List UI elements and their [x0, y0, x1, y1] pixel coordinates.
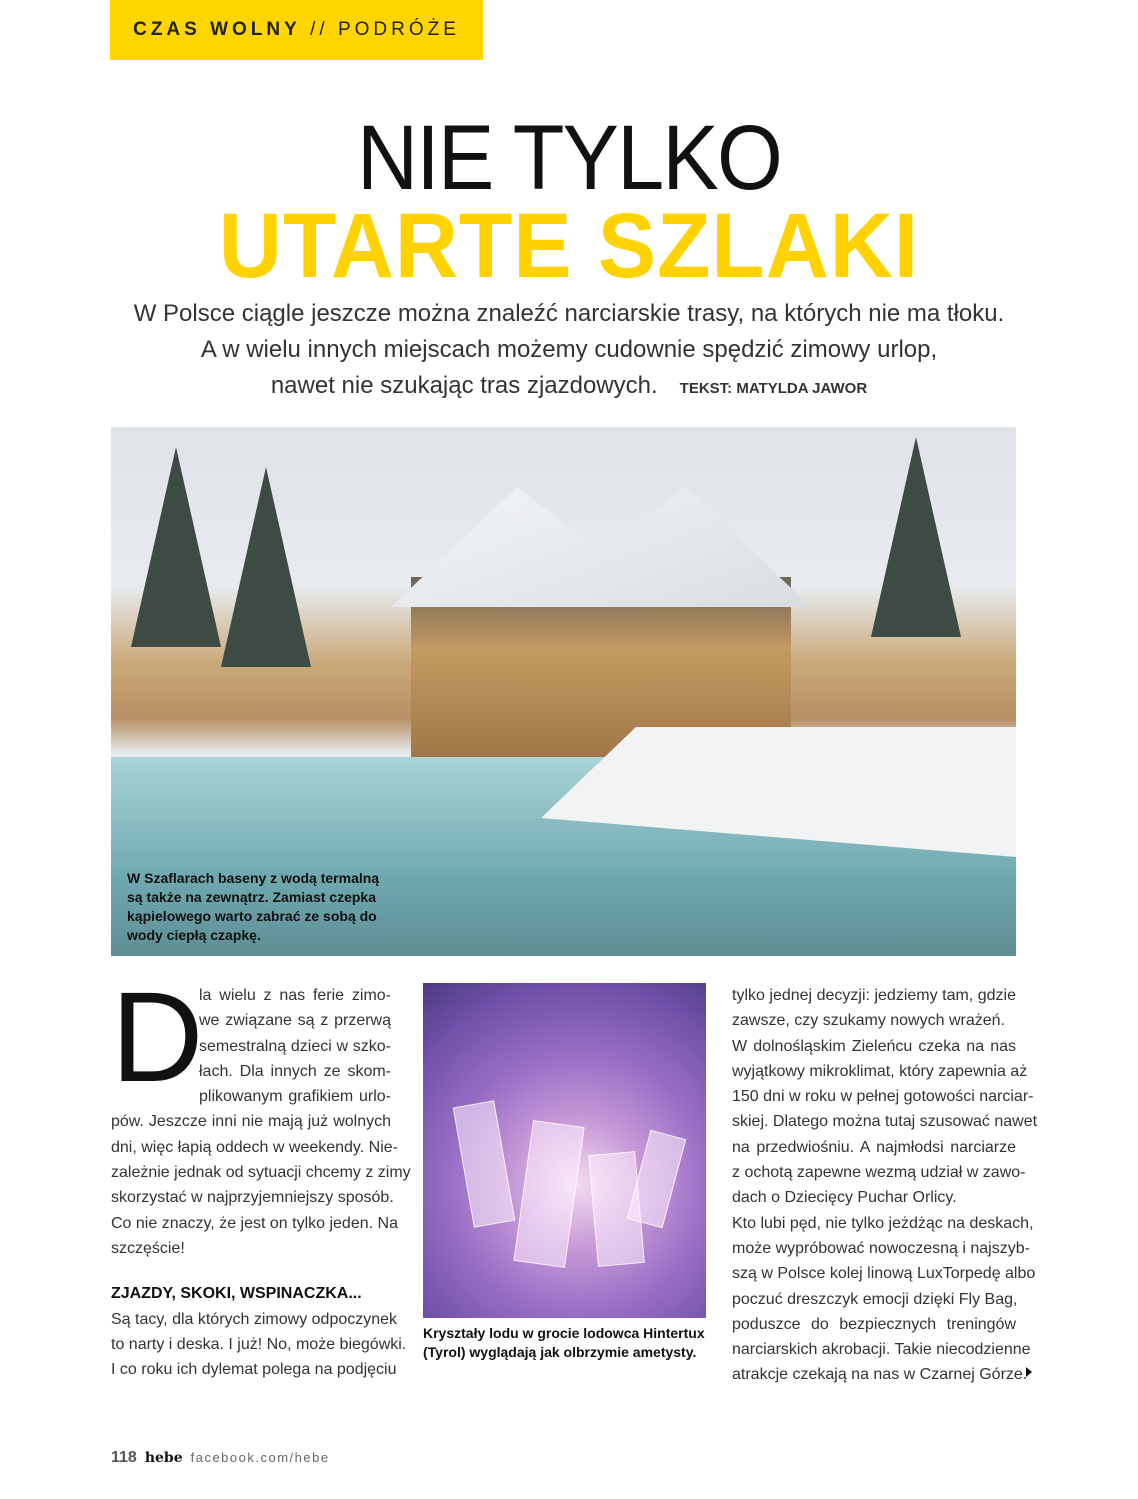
text-line: na przedwiośniu. A najmłodsi narciarze [732, 1138, 1016, 1156]
tree-shape [131, 447, 221, 647]
tree-shape [871, 437, 961, 637]
text-line: Kto lubi pęd, nie tylko jeżdżąc na deskach, [732, 1214, 1034, 1232]
title-line-1: NIE TYLKO [356, 107, 782, 209]
text-line: szczęście! [111, 1239, 185, 1257]
text-line: la wielu z nas ferie zimo- [199, 987, 391, 1004]
text-line: zależnie jednak od sytuacji chcemy z zimy [111, 1164, 411, 1182]
text-line: poduszce do bezpiecznych treningów [732, 1315, 1016, 1333]
text-line: łach. Dla innych ze skom- [199, 1062, 391, 1080]
section-tag [110, 0, 483, 60]
lead-line: A w wielu innych miejscach możemy cudownie spędzić zimowy urlop, [200, 336, 938, 363]
text-line: z ochotą zapewne wezmą udział w zawo- [732, 1164, 1026, 1182]
text-line: wyjątkowy mikroklimat, który zapewnia aż [732, 1062, 1028, 1080]
text-line: we związane są z przerwą [199, 1012, 391, 1030]
text-line: plikowanym grafikiem urlo- [199, 1088, 391, 1106]
crystal-shape [513, 1120, 584, 1268]
text-line: pów. Jeszcze inni nie mają już wolnych [111, 1113, 391, 1131]
text-line: szą w Polsce kolej linową LuxTorpedę albo [732, 1265, 1036, 1283]
text-line: Co nie znaczy, że jest on tylko jeden. Na [111, 1214, 398, 1232]
text-line: atrakcje czekają na nas w Czarnej Górze. [732, 1366, 1028, 1384]
text-line: poczuć dreszczyk emocji dzięki Fly Bag, [732, 1290, 1018, 1308]
subheading: ZJAZDY, SKOKI, WSPINACZKA... [111, 1285, 362, 1303]
continue-arrow-icon [1026, 1367, 1032, 1377]
text-line: to narty i deska. I już! No, może biegówki. [111, 1335, 407, 1353]
text-line: Są tacy, dla których zimowy odpoczynek [111, 1310, 398, 1328]
brand-logo: hebe [144, 1450, 183, 1466]
footer-url[interactable]: facebook.com/hebe [190, 1450, 330, 1465]
text-line: W dolnośląskim Zieleńcu czeka na nas [732, 1037, 1016, 1055]
ice-crystals-photo [423, 983, 706, 1318]
crystal-shape [453, 1100, 516, 1227]
page-footer [111, 1449, 330, 1467]
byline-label: TEKST: [679, 380, 733, 397]
byline-author: MATYLDA JAWOR [736, 380, 868, 397]
text-line: może wypróbować nowoczesną i najszyb- [732, 1239, 1030, 1257]
text-line: narciarskich akrobacji. Takie niecodzienne [732, 1341, 1031, 1359]
page-number: 118 [111, 1449, 137, 1466]
hero-photo-thermal-pool [111, 427, 1016, 956]
section-category: CZAS WOLNY [133, 19, 301, 40]
drop-cap: D [111, 966, 204, 1109]
text-line: skorzystać w najprzyjemniejszy sposób. [111, 1189, 394, 1207]
text-line: dach o Dziecięcy Puchar Orlicy. [732, 1189, 957, 1207]
title-line-2: UTARTE SZLAKI [218, 195, 920, 297]
text-line: dni, więc łapią oddech w weekendy. Nie- [111, 1138, 398, 1156]
lead-line: W Polsce ciągle jeszcze można znaleźć narciarskie trasy, na których nie ma tłoku. [133, 300, 1005, 327]
article-column-left [111, 983, 411, 1382]
section-separator: // [310, 19, 329, 40]
photo-caption: Kryształy lodu w grocie lodowca Hintertux (Tyrol) wyglądają jak olbrzymie ametysty. [423, 1325, 705, 1360]
text-line: skiej. Dlatego można tutaj szusować nawet [732, 1113, 1038, 1131]
byline [680, 380, 868, 397]
tree-shape [221, 467, 311, 667]
text-line: I co roku ich dylemat polega na podjęciu [111, 1361, 397, 1379]
article-column-right [732, 983, 1038, 1388]
text-line: semestralną dzieci w szko- [199, 1037, 391, 1055]
lead-line: nawet nie szukając tras zjazdowych. [270, 372, 658, 399]
lead-paragraph [0, 296, 1138, 407]
text-line: 150 dni w roku w pełnej gotowości narciar- [732, 1088, 1034, 1106]
photo-caption: W Szaflarach baseny z wodą termalną są także na zewnątrz. Zamiast czepka kąpielowego warto zabrać ze sobą do wody ciepłą czapkę. [127, 870, 380, 943]
text-line: tylko jednej decyzji: jedziemy tam, gdzie [732, 987, 1016, 1004]
text-line: zawsze, czy szukamy nowych wrażeń. [732, 1012, 1005, 1030]
section-subcategory: PODRÓŻE [337, 19, 460, 40]
snowy-roof [391, 487, 811, 607]
